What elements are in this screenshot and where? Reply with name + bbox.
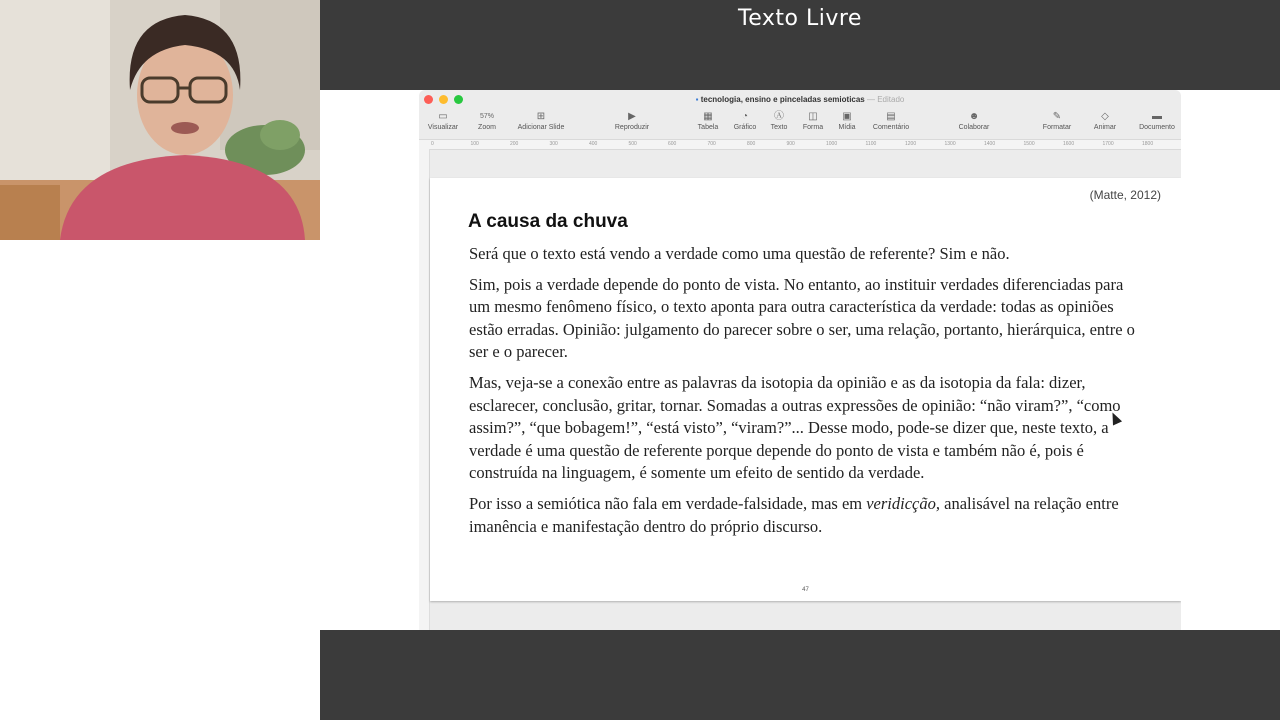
zoom-button[interactable] (469, 110, 505, 131)
slide-page-number: 47 (802, 587, 809, 593)
ruler-tick-label: 800 (747, 141, 756, 147)
comment-icon: ▤ (886, 111, 896, 122)
add-slide-icon: ⊞ (536, 111, 546, 122)
paragraph-4-start: Por isso a semiótica não fala em verdade-falsidade, mas em (469, 493, 867, 513)
ruler-tick-label: 900 (786, 141, 795, 147)
ruler-tick-label: 1400 (984, 141, 996, 147)
meeting-footer (320, 630, 1280, 720)
ruler-tick-label: 300 (549, 141, 558, 147)
slide-citation: (Matte, 2012) (1089, 188, 1161, 202)
ruler-tick-label: 700 (707, 141, 716, 147)
ruler-tick-label: 1800 (1142, 141, 1154, 147)
paragraph-2: Sim, pois a verdade depende do ponto de vista. No entanto, ao instituir verdades diferenciadas para um mesmo fenômeno físico, o texto aponta para outra característica da verdade: todas as opiniões estão erradas. Opinião: julgamento do parecer sobre o ser, uma relação, portanto, hierárquica, entre o ser e o parecer. (469, 274, 1135, 362)
ruler-tick-label: 1600 (1063, 141, 1075, 147)
chart-label: Gráfico (733, 124, 757, 131)
play-icon: ▶ (628, 111, 636, 122)
text-icon: Ⓐ (774, 111, 784, 122)
document-status: — Editado (867, 95, 905, 104)
add-slide-label: Adicionar Slide (517, 124, 565, 131)
shape-label: Forma (802, 124, 824, 131)
document-button[interactable] (1135, 110, 1179, 131)
ruler-tick-label: 600 (668, 141, 677, 147)
table-icon: ▦ (703, 111, 713, 122)
play-label: Reproduzir (614, 124, 650, 131)
shape-button[interactable] (799, 110, 827, 131)
collaborate-button[interactable] (954, 110, 994, 131)
format-button[interactable] (1039, 110, 1075, 131)
chart-button[interactable] (729, 110, 761, 131)
text-label: Texto (770, 124, 788, 131)
document-icon: ▬ (1152, 111, 1162, 122)
ruler-tick-label: 1700 (1102, 141, 1114, 147)
vertical-ruler (419, 149, 430, 630)
slide-body (469, 243, 1139, 546)
ruler-tick-label: 100 (470, 141, 479, 147)
shape-icon: ◫ (808, 111, 818, 122)
window-titlebar[interactable] (419, 90, 1181, 108)
document-title-text: tecnologia, ensino e pinceladas semioticas (700, 95, 865, 104)
webcam-video (0, 0, 320, 240)
meeting-title: Texto Livre (738, 6, 862, 31)
comment-label: Comentário (872, 124, 910, 131)
paragraph-4-emphasis: veridicção, (866, 493, 940, 513)
collaborate-label: Colaborar (958, 124, 990, 131)
animate-button[interactable] (1089, 110, 1121, 131)
slide-canvas[interactable] (430, 178, 1181, 601)
play-button[interactable] (609, 110, 655, 131)
collaborate-icon: ☻ (968, 111, 980, 122)
horizontal-ruler (419, 139, 1181, 150)
ruler-tick-label: 0 (431, 141, 434, 147)
keynote-window (419, 90, 1181, 630)
format-label: Formatar (1042, 124, 1072, 131)
paintbrush-icon: ✎ (1052, 111, 1062, 122)
document-label: Documento (1139, 124, 1175, 131)
media-button[interactable] (834, 110, 860, 131)
table-button[interactable] (694, 110, 722, 131)
paragraph-3: Mas, veja-se a conexão entre as palavras da isotopia da opinião e as da isotopia da fala: dizer, esclarecer, conclusão, gritar, tornar. Somadas a outras expressões de opinião: “não viram?”, “como assim?”, “que bobagem!”, “está visto”, “viram?”... Desse modo, pode-se dizer que, neste texto, a verdade é uma questão de referente porque depende do ponto de vista e também não é, pois é construída na linguagem, é somente um efeito de sentido da verdade. (469, 372, 1121, 483)
animate-label: Animar (1093, 124, 1117, 131)
participant-video-frame (0, 0, 320, 240)
document-icon: ▪ (695, 95, 699, 104)
ruler-tick-label: 1500 (1023, 141, 1035, 147)
comment-button[interactable] (869, 110, 913, 131)
media-icon: ▣ (842, 111, 852, 122)
ruler-tick-label: 400 (589, 141, 598, 147)
ruler-tick-label: 500 (628, 141, 637, 147)
chart-icon: ◔ (741, 111, 749, 122)
text-button[interactable] (766, 110, 792, 131)
slide-title: A causa da chuva (468, 211, 628, 232)
ruler-tick-label: 1000 (826, 141, 838, 147)
ruler-tick-label: 1200 (905, 141, 917, 147)
add-slide-button[interactable] (511, 110, 571, 131)
background-gap (320, 90, 419, 630)
zoom-value: 57% (479, 113, 494, 120)
paragraph-1: Será que o texto está vendo a verdade como uma questão de referente? Sim e não. (469, 244, 1010, 263)
sidebar-icon: ▭ (438, 111, 448, 122)
zoom-label: Zoom (478, 124, 496, 131)
paragraph-4-end: analisável na relação entre imanência e manifestação dentro do próprio discurso. (469, 493, 1119, 536)
animate-icon: ◇ (1101, 111, 1109, 122)
toolbar (419, 108, 1181, 138)
media-label: Mídia (838, 124, 856, 131)
paragraph-4 (469, 493, 1139, 538)
table-label: Tabela (697, 124, 719, 131)
meeting-header (320, 0, 1280, 90)
view-button[interactable] (425, 110, 461, 131)
ruler-tick-label: 1100 (865, 141, 877, 147)
view-label: Visualizar (427, 124, 459, 131)
document-title (419, 95, 1181, 104)
ruler-tick-label: 1300 (944, 141, 956, 147)
ruler-tick-label: 200 (510, 141, 519, 147)
